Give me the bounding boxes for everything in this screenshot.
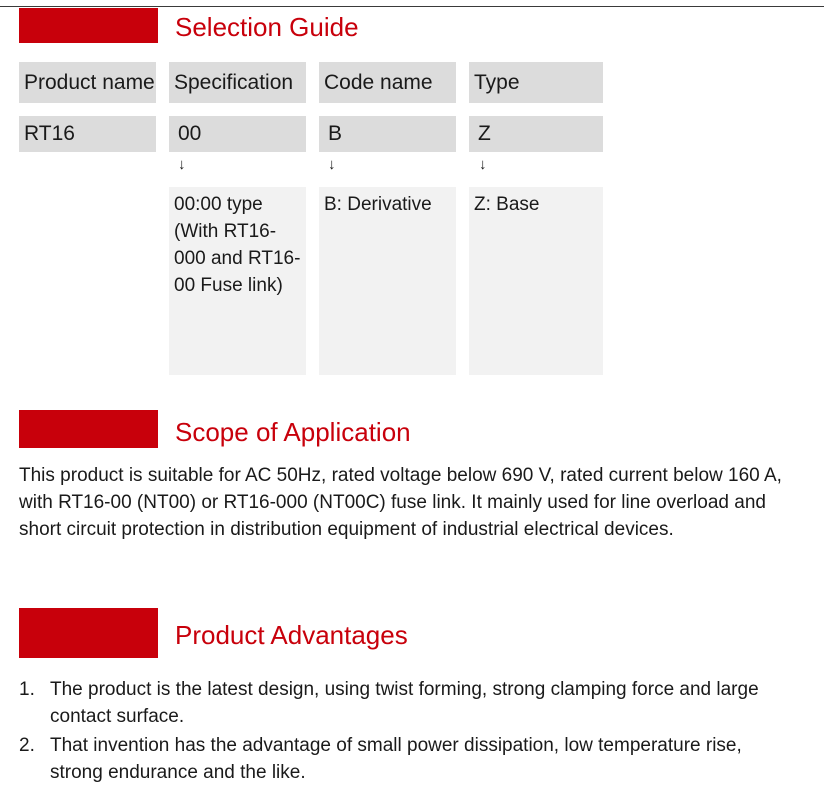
value-type: Z (469, 116, 603, 152)
value-code-name: B (319, 116, 456, 152)
section-title-selection: Selection Guide (175, 12, 359, 42)
section-marker-selection (19, 8, 158, 43)
section-title-advantages: Product Advantages (175, 620, 408, 650)
section-marker-advantages (19, 608, 158, 658)
advantages-list (19, 676, 789, 788)
header-type: Type (469, 62, 603, 103)
header-code-name: Code name (319, 62, 456, 103)
list-item-number: 1. (19, 679, 35, 700)
down-arrow-icon: ↓ (178, 156, 186, 173)
description-specification: 00:00 type (With RT16-000 and RT16-00 Fuse link) (169, 187, 306, 375)
list-item-text: That invention has the advantage of small power dissipation, low temperature rise, strong endurance and the like. (50, 735, 742, 783)
top-rule (0, 6, 824, 7)
value-product-name: RT16 (19, 116, 156, 152)
description-type: Z: Base (469, 187, 603, 375)
section-title-scope: Scope of Application (175, 417, 411, 447)
list-item-text: The product is the latest design, using twist forming, strong clamping force and large contact surface. (50, 679, 759, 727)
value-specification: 00 (169, 116, 306, 152)
down-arrow-icon: ↓ (328, 156, 336, 173)
list-item (19, 732, 789, 786)
list-item-number: 2. (19, 735, 35, 756)
description-code-name: B: Derivative (319, 187, 456, 375)
section-marker-scope (19, 410, 158, 448)
header-product-name: Product name (19, 62, 156, 103)
scope-paragraph: This product is suitable for AC 50Hz, rated voltage below 690 V, rated current below 160 A, with RT16-00 (NT00) or RT16-000 (NT00C) fuse link. It mainly used for line overload and short circuit protection in distribution equipment of industrial electrical devices. (19, 465, 782, 540)
list-item (19, 676, 789, 730)
header-specification: Specification (169, 62, 306, 103)
down-arrow-icon: ↓ (479, 156, 487, 173)
